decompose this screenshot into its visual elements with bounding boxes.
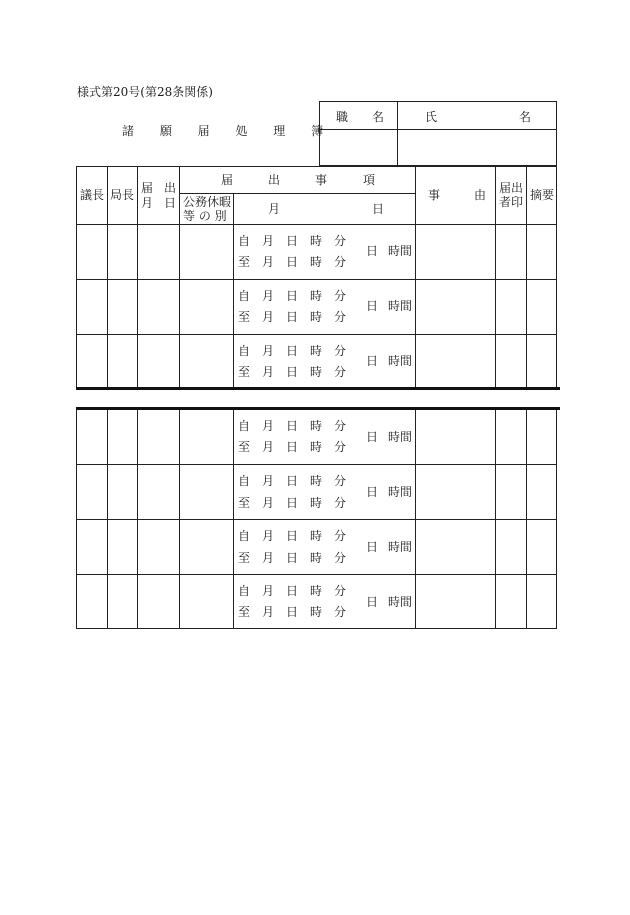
total-day: 日	[366, 299, 379, 313]
total-day: 日	[366, 540, 379, 554]
total-day: 日	[366, 244, 379, 258]
period-from: 自	[238, 529, 251, 543]
total-hours: 時間	[388, 430, 413, 444]
period-hour: 時	[310, 289, 323, 303]
header-notice-3: 事	[315, 173, 328, 187]
period-to: 至	[238, 440, 251, 454]
header-submit-date-3: 月	[141, 196, 154, 210]
total-hours: 時間	[388, 299, 413, 313]
row-divider	[76, 519, 557, 520]
col-divider	[137, 166, 138, 389]
period-day: 日	[286, 551, 299, 565]
header-submit-date-1: 届	[141, 181, 154, 195]
period-month: 月	[262, 289, 275, 303]
total-day: 日	[366, 595, 379, 609]
position-label-char1: 職	[336, 110, 349, 124]
total-hours: 時間	[388, 244, 413, 258]
period-day: 日	[286, 365, 299, 379]
period-minute: 分	[334, 365, 347, 379]
period-from: 自	[238, 344, 251, 358]
period-minute: 分	[334, 234, 347, 248]
period-hour: 時	[310, 255, 323, 269]
period-month: 月	[262, 496, 275, 510]
period-to: 至	[238, 310, 251, 324]
period-month: 月	[262, 474, 275, 488]
header-notice-4: 項	[363, 173, 376, 187]
row-divider	[76, 574, 557, 575]
total-hours: 時間	[388, 354, 413, 368]
period-hour: 時	[310, 310, 323, 324]
header-bottom-line	[76, 224, 557, 225]
period-minute: 分	[334, 551, 347, 565]
header-reason-1: 事	[428, 188, 441, 202]
period-hour: 時	[310, 605, 323, 619]
col-divider	[415, 166, 416, 389]
period-minute: 分	[334, 605, 347, 619]
period-day: 日	[286, 474, 299, 488]
period-month: 月	[262, 440, 275, 454]
name-label-char2: 名	[519, 110, 532, 124]
period-day: 日	[286, 255, 299, 269]
period-from: 自	[238, 419, 251, 433]
period-day: 日	[286, 440, 299, 454]
period-hour: 時	[310, 584, 323, 598]
period-month: 月	[262, 234, 275, 248]
header-submit-date-2: 出	[164, 181, 177, 195]
period-hour: 時	[310, 440, 323, 454]
name-field[interactable]	[398, 130, 556, 165]
period-day: 日	[286, 234, 299, 248]
period-month: 月	[262, 584, 275, 598]
header-reason-2: 由	[474, 188, 487, 202]
period-hour: 時	[310, 551, 323, 565]
period-month: 月	[262, 365, 275, 379]
header-submitter-seal-2: 者印	[499, 195, 524, 209]
header-leave-type-2: 等 の 別	[183, 209, 227, 223]
col-divider	[107, 166, 108, 389]
period-to: 至	[238, 496, 251, 510]
header-submitter-seal-1: 届出	[499, 181, 524, 195]
period-hour: 時	[310, 529, 323, 543]
period-day: 日	[286, 605, 299, 619]
period-from: 自	[238, 584, 251, 598]
header-director: 局長	[110, 188, 135, 202]
period-minute: 分	[334, 289, 347, 303]
header-day: 日	[372, 202, 385, 216]
position-label-char2: 名	[372, 110, 385, 124]
period-from: 自	[238, 474, 251, 488]
header-submit-date-4: 日	[164, 196, 177, 210]
period-hour: 時	[310, 419, 323, 433]
period-minute: 分	[334, 474, 347, 488]
period-minute: 分	[334, 529, 347, 543]
period-minute: 分	[334, 419, 347, 433]
period-hour: 時	[310, 474, 323, 488]
period-month: 月	[262, 310, 275, 324]
period-minute: 分	[334, 255, 347, 269]
form-number: 様式第20号(第28条関係)	[77, 85, 213, 99]
header-chair: 議長	[80, 188, 105, 202]
period-from: 自	[238, 289, 251, 303]
row-divider	[76, 334, 557, 335]
period-minute: 分	[334, 584, 347, 598]
period-hour: 時	[310, 365, 323, 379]
col-divider	[179, 166, 180, 389]
period-month: 月	[262, 529, 275, 543]
period-to: 至	[238, 551, 251, 565]
header-remarks: 摘要	[530, 188, 555, 202]
period-month: 月	[262, 419, 275, 433]
period-hour: 時	[310, 496, 323, 510]
name-label-char1: 氏	[425, 110, 438, 124]
period-day: 日	[286, 496, 299, 510]
period-day: 日	[286, 344, 299, 358]
period-minute: 分	[334, 344, 347, 358]
total-day: 日	[366, 485, 379, 499]
period-month: 月	[262, 344, 275, 358]
period-day: 日	[286, 310, 299, 324]
period-to: 至	[238, 605, 251, 619]
period-to: 至	[238, 255, 251, 269]
total-hours: 時間	[388, 595, 413, 609]
row-divider	[76, 279, 557, 280]
period-day: 日	[286, 289, 299, 303]
period-from: 自	[238, 234, 251, 248]
period-month: 月	[262, 255, 275, 269]
row-divider	[76, 464, 557, 465]
period-month: 月	[262, 605, 275, 619]
header-month: 月	[268, 202, 281, 216]
total-day: 日	[366, 354, 379, 368]
header-notice-1: 届	[221, 173, 234, 187]
period-hour: 時	[310, 344, 323, 358]
period-hour: 時	[310, 234, 323, 248]
period-minute: 分	[334, 440, 347, 454]
total-day: 日	[366, 430, 379, 444]
col-divider	[233, 193, 234, 389]
document-title: 諸 願 届 処 理 簿	[122, 124, 335, 138]
thick-separator-top	[76, 387, 560, 390]
period-minute: 分	[334, 310, 347, 324]
period-month: 月	[262, 551, 275, 565]
period-to: 至	[238, 365, 251, 379]
period-minute: 分	[334, 496, 347, 510]
col-divider	[526, 166, 527, 389]
col-divider	[495, 166, 496, 389]
header-leave-type-1: 公務休暇	[183, 195, 232, 209]
header-notice-2: 出	[268, 173, 281, 187]
period-day: 日	[286, 419, 299, 433]
thick-separator-bottom	[76, 407, 560, 410]
total-hours: 時間	[388, 540, 413, 554]
period-day: 日	[286, 529, 299, 543]
total-hours: 時間	[388, 485, 413, 499]
period-day: 日	[286, 584, 299, 598]
position-field[interactable]	[320, 130, 396, 165]
header-subdivider	[179, 193, 415, 194]
